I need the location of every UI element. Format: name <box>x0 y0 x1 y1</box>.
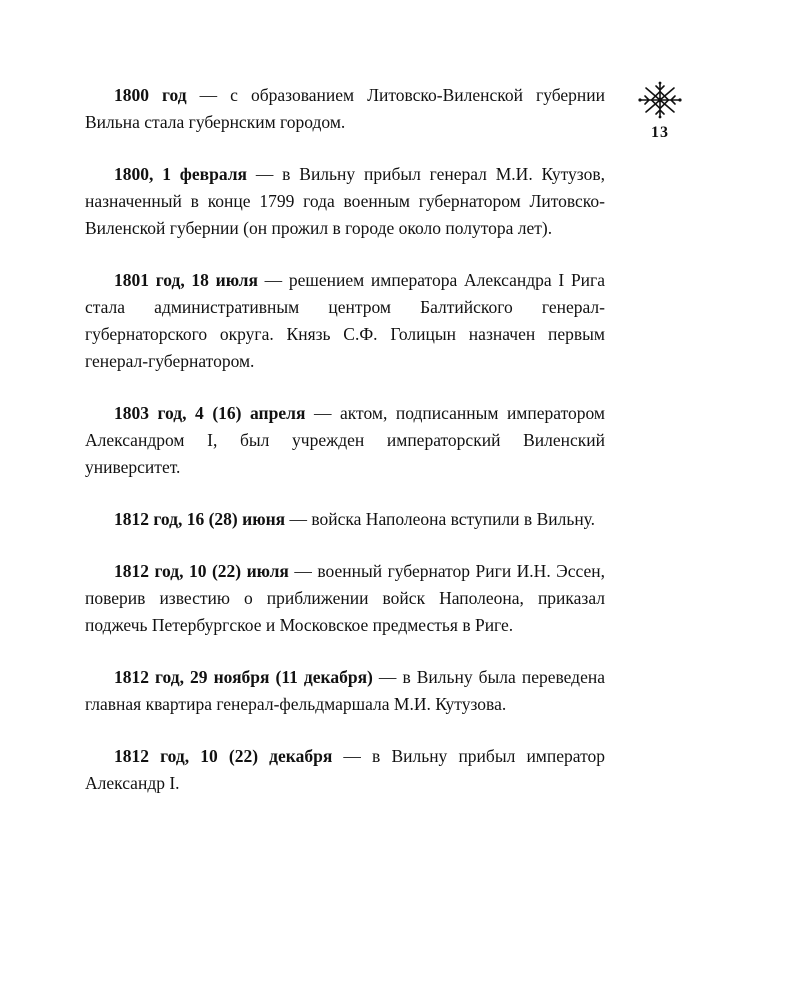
entry-date: 1800 год <box>114 85 187 105</box>
entry-date: 1812 год, 10 (22) декабря <box>114 746 333 766</box>
entry-text: — с образованием Литовско-Виленской губернии Вильна стала губернским городом. <box>85 85 606 132</box>
entry-text: — в Вильну прибыл император Александр I. <box>85 746 605 793</box>
entry-text: — решением императора Александра I Рига стала административным центром Балтийского генерал-губернаторского округа. Князь С.Ф. Голицын назначен первым генерал-губернатором. <box>85 270 605 371</box>
entry-text: — в Вильну была переведена главная квартира генерал-фельдмаршала М.И. Кутузова. <box>85 667 605 714</box>
page-body <box>85 82 605 822</box>
chronology-entry <box>85 743 605 797</box>
chronology-entry <box>85 267 605 375</box>
entry-text: — актом, подписанным императором Александром I, был учрежден императорский Виленский университет. <box>85 403 605 477</box>
entry-date: 1812 год, 16 (28) июня <box>114 509 286 529</box>
entry-date: 1812 год, 10 (22) июля <box>114 561 289 581</box>
entry-date: 1803 год, 4 (16) апреля <box>114 403 306 423</box>
chronology-entry <box>85 82 605 136</box>
chronology-entry <box>85 558 605 639</box>
page-number: 13 <box>651 124 669 141</box>
snowflake-ornament-icon <box>636 80 684 120</box>
entry-date: 1800, 1 февраля <box>114 164 248 184</box>
entry-text: — военный губернатор Риги И.Н. Эссен, поверив известию о приближении войск Наполеона, приказал поджечь Петербургское и Московское предместья в Риге. <box>85 561 605 635</box>
entry-date: 1812 год, 29 ноября (11 декабря) <box>114 667 373 687</box>
entry-text: — в Вильну прибыл генерал М.И. Кутузов, назначенный в конце 1799 года военным губернатором Литовско-Виленской губернии (он прожил в городе около полутора лет). <box>85 164 605 238</box>
entry-date: 1801 год, 18 июля <box>114 270 258 290</box>
chronology-entry <box>85 506 605 533</box>
chronology-entry <box>85 664 605 718</box>
chronology-entry <box>85 400 605 481</box>
chronology-entry <box>85 161 605 242</box>
entry-text: — войска Наполеона вступили в Вильну. <box>285 509 596 529</box>
